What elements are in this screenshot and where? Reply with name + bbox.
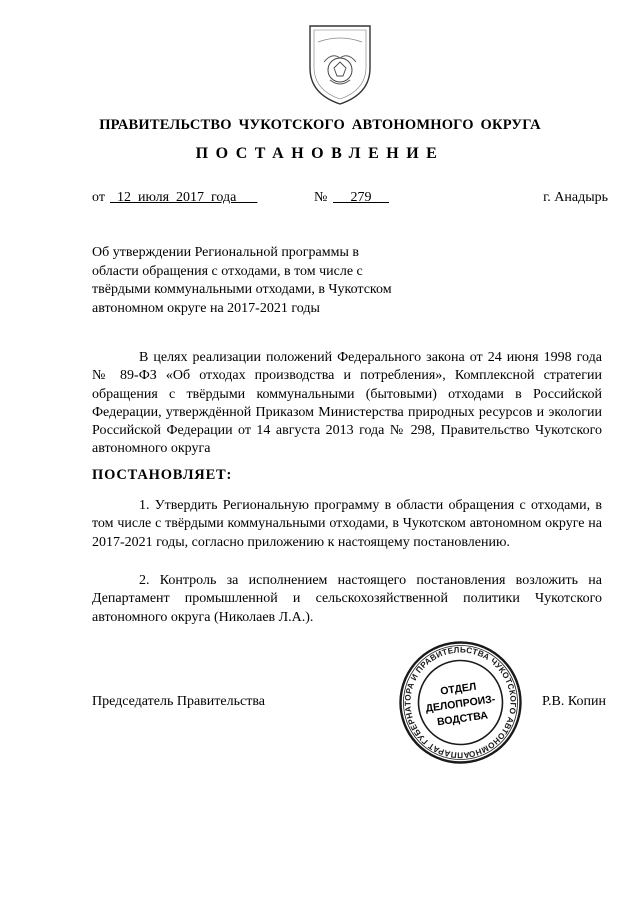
date-prefix: от <box>92 190 105 205</box>
document-type-title: ПОСТАНОВЛЕНИЕ <box>195 145 445 162</box>
government-title: ПРАВИТЕЛЬСТВО ЧУКОТСКОГО АВТОНОМНОГО ОКРУГА <box>99 117 541 133</box>
stamp-line: ДЕЛОПРОИЗ- <box>424 693 497 715</box>
resolution-item: 1. Утвердить Региональную программу в области обращения с отходами, в том числе с твёрдыми коммунальными отходами, в Чукотском автономном округе на 2017-2021 годы, согласно приложению к настоящему постановлению. <box>92 498 602 550</box>
signer-name: Р.В. Копин <box>542 694 606 709</box>
coat-of-arms-icon <box>304 22 376 106</box>
preamble-paragraph: В целях реализации положений Федерального закона от 24 июня 1998 года № 89-ФЗ «Об отходах производства и потребления», Комплексной стратегии обращения с твёрдыми коммунальными (бытовыми) отходами в Российской Федерации, утверждённой Приказом Министерства природных ресурсов и экологии Российской Федерации от 14 августа 2013 года № 298, Правительство Чукотского автономного округа <box>92 350 602 457</box>
document-date: 12 июля 2017 года <box>110 190 258 205</box>
resolution-item: 2. Контроль за исполнением настоящего постановления возложить на Департамент промышленной и сельскохозяйственной политики Чукотского автономного округа (Николаев Л.А.). <box>92 573 602 625</box>
subject-line: области обращения с отходами, в том числе с <box>92 263 363 279</box>
city: г. Анадырь <box>543 190 608 205</box>
subject-line: автономном округе на 2017-2021 годы <box>92 300 320 316</box>
stamp-line: ОТДЕЛ <box>439 680 478 698</box>
document-subject <box>92 244 417 318</box>
subject-line: Об утверждении Региональной программы в <box>92 245 359 260</box>
signer-title: Председатель Правительства <box>92 694 265 709</box>
document-number: 279 <box>333 190 389 205</box>
resolves-heading: ПОСТАНОВЛЯЕТ: <box>92 467 233 483</box>
number-sign: № <box>314 190 328 205</box>
stamp-ring-text: АППАРАТ ГУБЕРНАТОРА И ПРАВИТЕЛЬСТВА ЧУКОТСКОГО АВТОНОМНОГО <box>403 645 518 760</box>
stamp-line: ВОДСТВА <box>436 709 489 729</box>
subject-line: твёрдыми коммунальными отходами, в Чукотском <box>92 282 392 297</box>
